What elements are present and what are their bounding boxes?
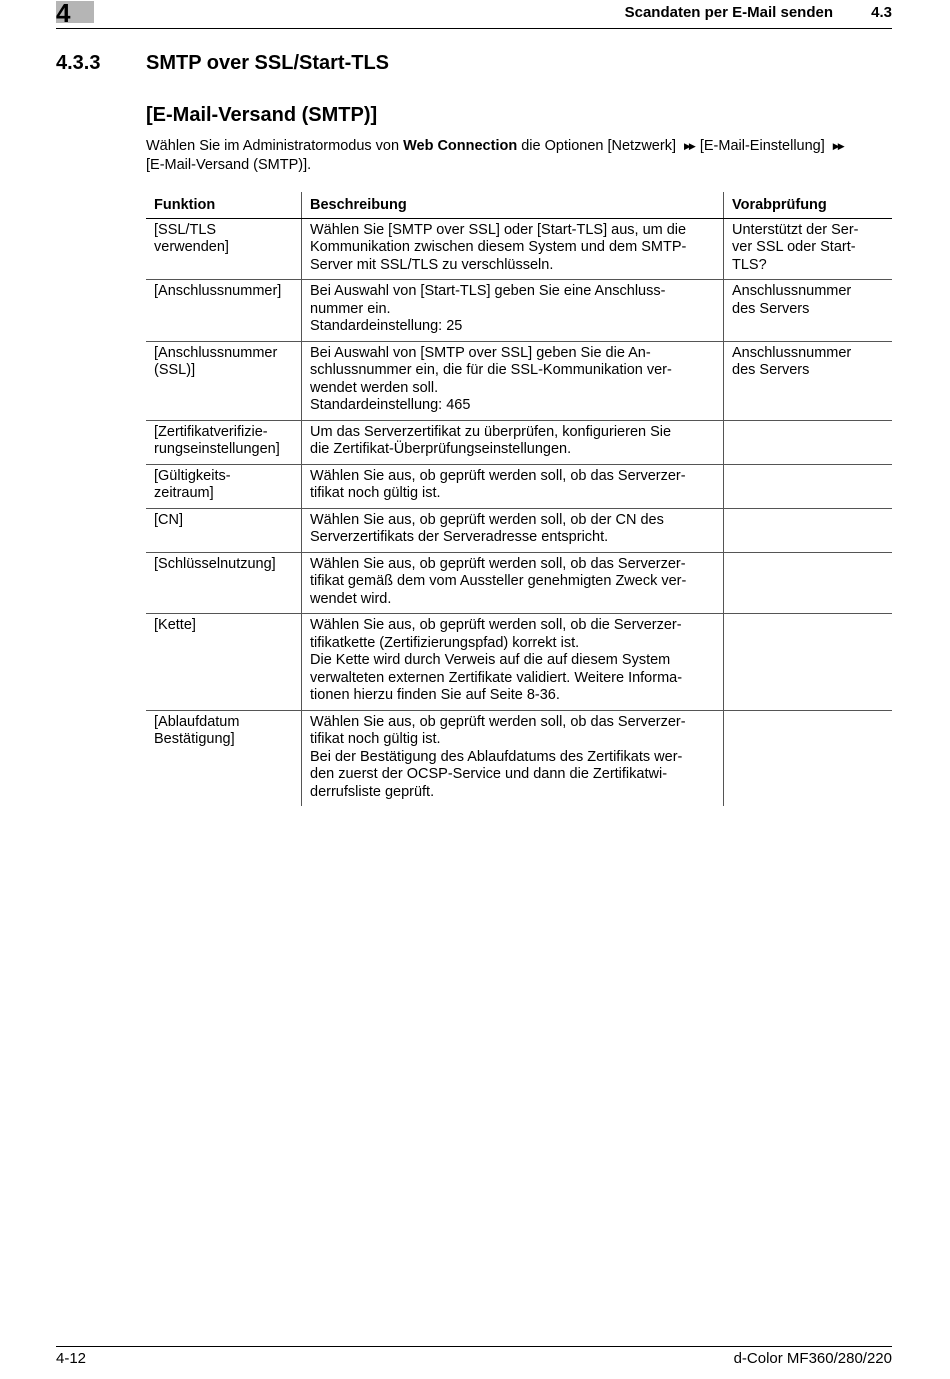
section-number: 4.3.3 [56, 52, 101, 74]
cell-line: wendet werden soll. [310, 379, 439, 396]
cell-line: zeitraum] [154, 485, 214, 501]
intro-paragraph [146, 137, 896, 175]
cell-line: Unterstützt der Ser- [732, 221, 859, 238]
cell-vorabpruefung [724, 508, 893, 552]
header-divider [56, 28, 892, 29]
cell-line: Server mit SSL/TLS zu verschlüsseln. [310, 256, 554, 273]
cell-beschreibung [302, 341, 724, 420]
cell-line: TLS? [732, 256, 767, 273]
cell-line: tifikat noch gültig ist. [310, 731, 441, 747]
cell-beschreibung [302, 464, 724, 508]
cell-funktion [146, 218, 302, 280]
header-funktion: Funktion [146, 192, 302, 218]
cell-funktion [146, 464, 302, 508]
cell-line: Wählen Sie aus, ob geprüft werden soll, ob die Serverzer- [310, 617, 682, 633]
cell-line: verwenden] [154, 239, 229, 255]
cell-line: tifikat gemäß dem vom Aussteller genehmigten Zweck ver- [310, 573, 687, 589]
cell-line: ver SSL oder Start- [732, 239, 856, 255]
table-row [146, 710, 892, 806]
cell-line: tifikat noch gültig ist. [310, 485, 441, 501]
cell-line: [Schlüsselnutzung] [154, 555, 276, 572]
cell-vorabpruefung [724, 464, 893, 508]
cell-line: [Kette] [154, 617, 196, 633]
cell-line: Serverzertifikats der Serveradresse entspricht. [310, 529, 609, 545]
settings-table [146, 192, 892, 806]
cell-line: nummer ein. [310, 300, 391, 317]
cell-line: [SSL/TLS [154, 221, 217, 238]
table-header-row [146, 192, 892, 218]
cell-line: [Anschlussnummer [154, 344, 278, 361]
cell-line: Wählen Sie aus, ob geprüft werden soll, ob das Serverzer- [310, 555, 686, 572]
cell-funktion [146, 341, 302, 420]
cell-line: Anschlussnummer [732, 283, 852, 299]
table-row [146, 464, 892, 508]
cell-vorabpruefung [724, 614, 893, 711]
cell-line: Bei Auswahl von [Start-TLS] geben Sie eine Anschluss- [310, 283, 666, 299]
cell-line: Wählen Sie aus, ob geprüft werden soll, ob das Serverzer- [310, 467, 686, 484]
cell-beschreibung [302, 420, 724, 464]
cell-line: den zuerst der OCSP-Service und dann die Zertifikatwi- [310, 766, 668, 782]
section-title: SMTP over SSL/Start-TLS [146, 52, 390, 74]
cell-funktion [146, 614, 302, 711]
table-row [146, 218, 892, 280]
cell-line: [Anschlussnummer] [154, 283, 282, 299]
cell-vorabpruefung [724, 552, 893, 614]
table-row [146, 614, 892, 711]
cell-line: tifikatkette (Zertifizierungspfad) korrekt ist. [310, 634, 580, 651]
cell-line: Um das Serverzertifikat zu überprüfen, konfigurieren Sie [310, 423, 672, 440]
footer-divider [56, 1346, 892, 1347]
cell-beschreibung [302, 280, 724, 342]
subsection-title: [E-Mail-Versand (SMTP)] [146, 104, 378, 126]
cell-line: Standardeinstellung: 25 [310, 318, 463, 334]
cell-line: [Ablaufdatum [154, 713, 240, 730]
cell-line: des Servers [732, 362, 810, 378]
table-row [146, 508, 892, 552]
cell-line: schlussnummer ein, die für die SSL-Kommunikation ver- [310, 362, 672, 378]
cell-funktion [146, 508, 302, 552]
cell-funktion [146, 280, 302, 342]
cell-beschreibung [302, 218, 724, 280]
intro-text-1: Wählen Sie im Administratormodus von [146, 138, 404, 154]
cell-vorabpruefung [724, 341, 893, 420]
intro-text-4: [E-Mail-Versand (SMTP)]. [146, 157, 312, 173]
table-row [146, 552, 892, 614]
intro-web-connection: Web Connection [403, 138, 518, 154]
cell-beschreibung [302, 552, 724, 614]
cell-line: Bei der Bestätigung des Ablaufdatums des Zertifikats wer- [310, 748, 683, 765]
cell-beschreibung [302, 710, 724, 806]
chapter-number: 4 [56, 0, 71, 28]
cell-beschreibung [302, 614, 724, 711]
product-name: d-Color MF360/280/220 [733, 1350, 892, 1367]
table-row [146, 280, 892, 342]
table-row [146, 420, 892, 464]
cell-line: wendet wird. [310, 590, 392, 607]
cell-vorabpruefung [724, 218, 893, 280]
double-arrow-icon: ▶▶ [684, 141, 694, 151]
cell-line: [CN] [154, 511, 183, 528]
cell-line: Kommunikation zwischen diesem System und dem SMTP- [310, 239, 687, 255]
cell-line: des Servers [732, 300, 810, 317]
cell-funktion [146, 420, 302, 464]
table-row [146, 341, 892, 420]
cell-line: Wählen Sie [SMTP over SSL] oder [Start-TLS] aus, um die [310, 221, 687, 238]
cell-line: Wählen Sie aus, ob geprüft werden soll, ob das Serverzer- [310, 713, 686, 730]
cell-line: derrufsliste geprüft. [310, 783, 435, 800]
cell-line: Standardeinstellung: 465 [310, 397, 471, 413]
double-arrow-icon: ▶▶ [832, 141, 843, 151]
cell-line: Bestätigung] [154, 731, 235, 747]
cell-funktion [146, 710, 302, 806]
running-header-title: Scandaten per E-Mail senden [624, 4, 833, 21]
cell-line: die Zertifikat-Überprüfungseinstellungen. [310, 441, 572, 457]
cell-line: (SSL)] [154, 362, 196, 378]
cell-funktion [146, 552, 302, 614]
cell-line: Wählen Sie aus, ob geprüft werden soll, ob der CN des [310, 511, 664, 528]
cell-line: [Zertifikatverifizie- [154, 423, 268, 440]
cell-line: verwalteten externen Zertifikate validiert. Weitere Informa- [310, 669, 683, 686]
cell-vorabpruefung [724, 710, 893, 806]
cell-beschreibung [302, 508, 724, 552]
header-vorabpruefung: Vorabprüfung [724, 192, 893, 218]
cell-vorabpruefung [724, 280, 893, 342]
cell-line: rungseinstellungen] [154, 441, 280, 457]
cell-line: Die Kette wird durch Verweis auf die auf diesem System [310, 652, 671, 668]
header-beschreibung: Beschreibung [302, 192, 724, 218]
intro-text-3: [E-Mail-Einstellung] [699, 138, 829, 154]
cell-line: Anschlussnummer [732, 344, 852, 361]
cell-line: [Gültigkeits- [154, 467, 231, 484]
intro-text-2: die Optionen [Netzwerk] [517, 138, 681, 154]
running-header-section: 4.3 [871, 4, 892, 21]
page-number: 4-12 [56, 1350, 87, 1367]
cell-line: tionen hierzu finden Sie auf Seite 8-36. [310, 687, 560, 703]
cell-vorabpruefung [724, 420, 893, 464]
cell-line: Bei Auswahl von [SMTP over SSL] geben Sie die An- [310, 344, 651, 361]
